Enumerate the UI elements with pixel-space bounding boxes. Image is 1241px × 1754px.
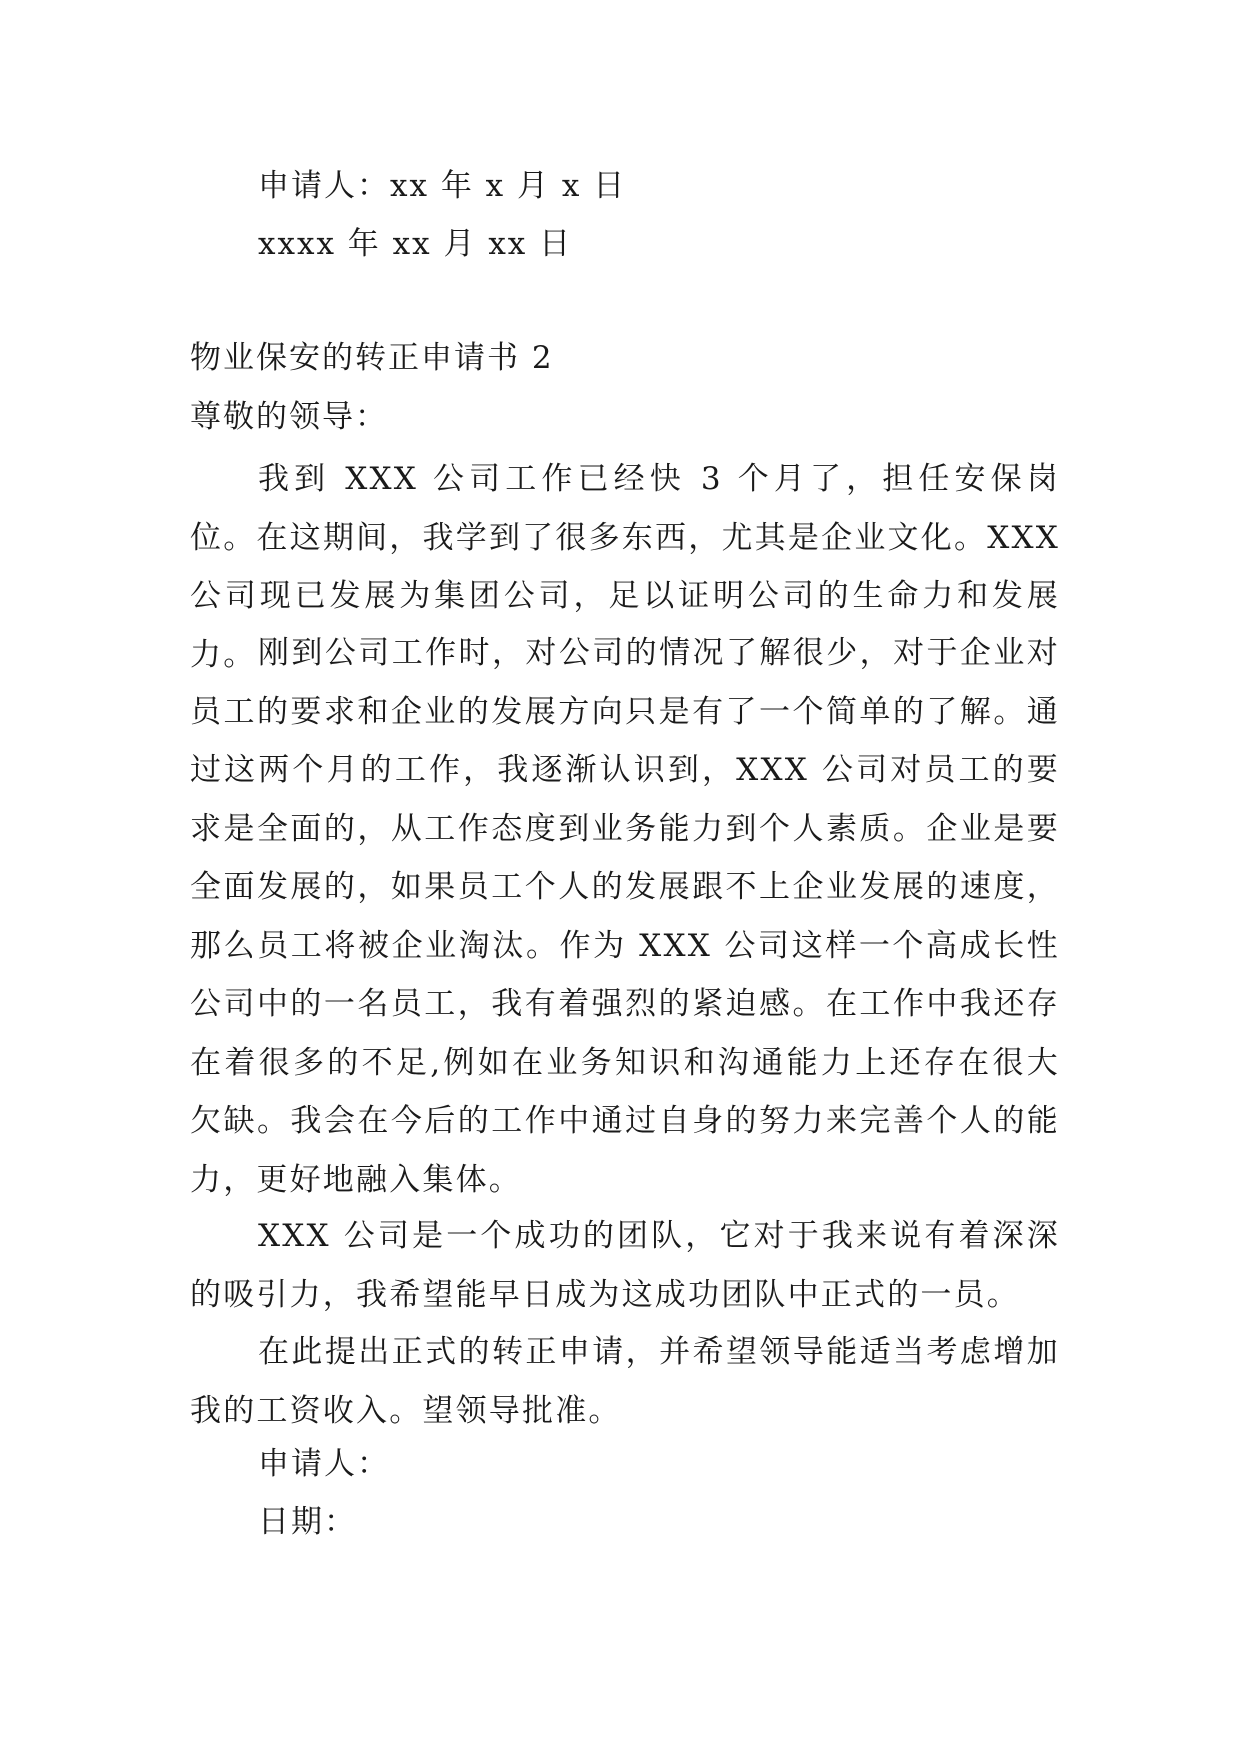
paragraph-1: 我到 XXX 公司工作已经快 3 个月了，担任安保岗位。在这期间，我学到了很多东西，尤其是企业文化。XXX 公司现已发展为集团公司，足以证明公司的生命力和发展力。 bbox=[190, 461, 1060, 673]
date-label: 日期： bbox=[258, 1504, 357, 1540]
paragraph-4: 在此提出正式的转正申请，并希望领导能适当考虑增加我的工资收入。望领导批准。 bbox=[190, 1334, 1060, 1429]
applicant-label: 申请人： bbox=[258, 1446, 390, 1482]
prev-signature-line: 申请人：xx 年 x 月 x 日 bbox=[258, 168, 627, 204]
prev-date-line: xxxx 年 xx 月 xx 日 bbox=[258, 226, 573, 262]
paragraph-2: 刚到公司工作时，对公司的情况了解很少，对于企业对员工的要求和企业的发展方向只是有了一个简单的了解。通过这两个月的工作，我逐渐认识到，XXX 公司对员工的要求是全面的，从工作态度到业务能力到个人素质。企业是要全面发展的，如果员工个人的发展跟不上企业发展的速度，那么员工将被企业淘汰。作为 XXX 公司这样一个高成长性公司中的一名员工，我有着强烈的紧迫感。在工作中我还存在着很多的不足,例如在业务知识和沟通能力上还存在很大欠缺。我会在今后的工作中通过自身的努力来完善个人的能力，更好地融入集体。 bbox=[190, 635, 1060, 1198]
letter-title: 物业保安的转正申请书 2 bbox=[190, 340, 554, 376]
paragraph-3: XXX 公司是一个成功的团队，它对于我来说有着深深的吸引力，我希望能早日成为这成功团队中正式的一员。 bbox=[190, 1218, 1060, 1313]
salutation: 尊敬的领导： bbox=[190, 399, 388, 435]
